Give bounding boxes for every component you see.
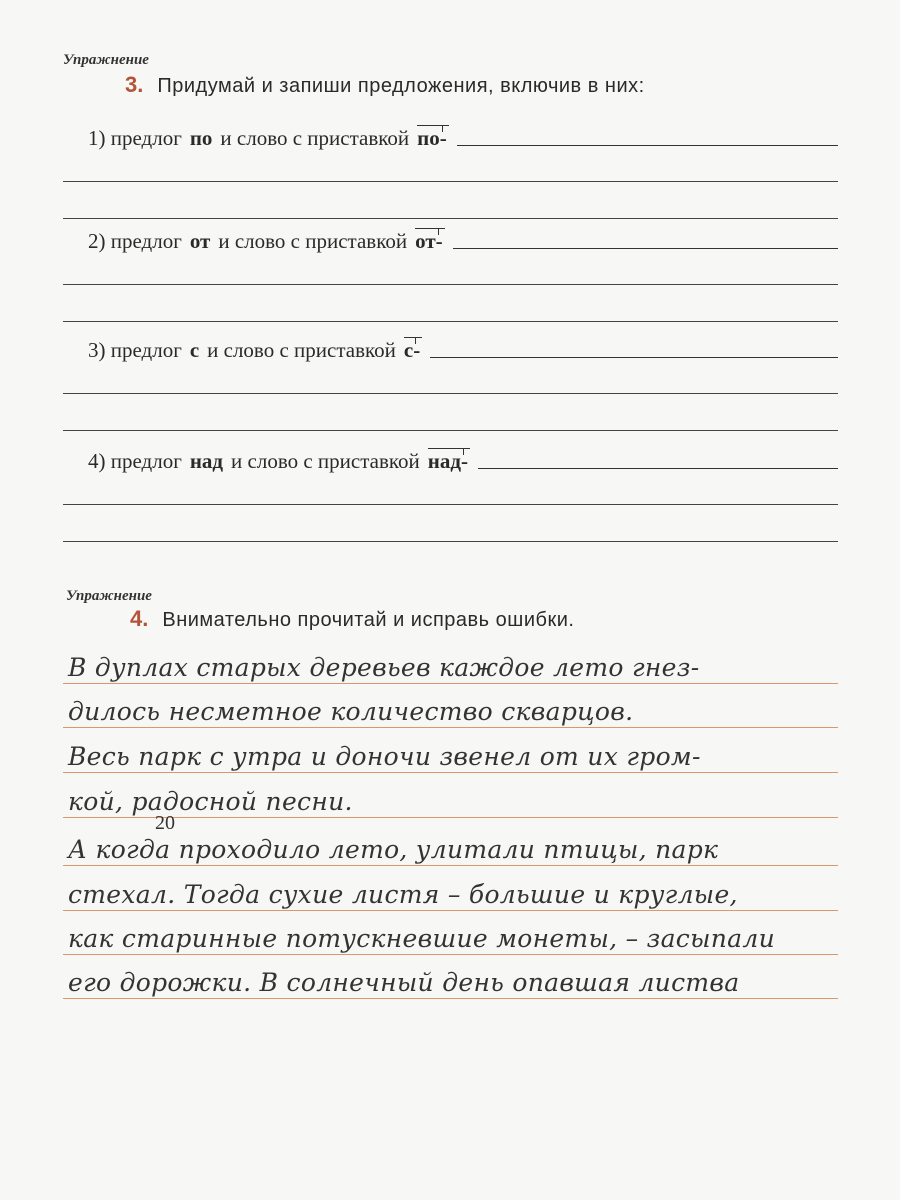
handwritten-line: как старинные потускневшие монеты, – засыпали [68,924,775,953]
exercise-3-item [88,448,838,474]
writing-line [63,817,838,818]
prefix: с- [403,338,421,362]
preposition: от [189,229,211,253]
exercise-4-title: Внимательно прочитай и исправь ошибки. [162,609,575,631]
answer-line[interactable] [63,321,838,322]
item-number: 1) [88,126,106,150]
preposition: над [189,449,224,473]
preposition: по [189,126,213,150]
item-text: предлог [110,126,182,150]
preposition: с [189,338,200,362]
exercise-4-number: 4. [130,606,149,631]
writing-line [63,910,838,911]
exercise-3-heading [125,72,645,98]
exercise-3-label: Упражнение [63,52,149,68]
exercise-3-item [88,228,838,254]
handwritten-line: Весь парк с утра и доночи звенел от их гром- [68,742,701,771]
handwritten-line: кой, радосной песни. [68,787,353,816]
exercise-4-label: Упражнение [66,588,152,604]
writing-line [63,865,838,866]
writing-line [63,954,838,955]
exercise-3-number: 3. [125,72,144,97]
handwritten-line: его дорожки. В солнечный день опавшая листва [68,968,740,997]
item-text: предлог [110,338,182,362]
answer-line[interactable] [63,430,838,431]
item-text: и слово с приставкой [207,338,396,362]
prefix: над- [427,449,468,473]
answer-line[interactable] [63,218,838,219]
answer-line[interactable] [457,144,838,146]
item-number: 4) [88,449,106,473]
writing-line [63,772,838,773]
item-text: и слово с приставкой [231,449,420,473]
handwritten-line: дилось несметное количество скварцов. [68,697,634,726]
exercise-4-heading [130,606,574,632]
exercise-3-item [88,337,838,363]
answer-line[interactable] [63,393,838,394]
prefix: по- [417,126,447,150]
answer-line[interactable] [478,467,838,469]
page-number: 20 [155,812,175,834]
writing-line [63,998,838,999]
writing-line [63,683,838,684]
item-text: и слово с приставкой [220,126,410,150]
item-number: 3) [88,338,106,362]
answer-line[interactable] [63,541,838,542]
item-number: 2) [88,229,106,253]
answer-line[interactable] [453,247,838,249]
item-text: предлог [110,449,182,473]
answer-line[interactable] [63,504,838,505]
exercise-3-item [88,125,838,151]
answer-line[interactable] [63,284,838,285]
answer-line[interactable] [63,181,838,182]
handwritten-line: А когда проходило лето, улитали птицы, парк [68,835,719,864]
item-text: и слово с приставкой [218,229,408,253]
prefix: от- [415,229,443,253]
answer-line[interactable] [430,356,838,358]
writing-line [63,727,838,728]
exercise-3-title: Придумай и запиши предложения, включив в них: [157,75,645,97]
item-text: предлог [110,229,182,253]
handwritten-line: стехал. Тогда сухие листя – большие и круглые, [68,880,738,909]
handwritten-line: В дуплах старых деревьев каждое лето гнез- [68,653,700,682]
